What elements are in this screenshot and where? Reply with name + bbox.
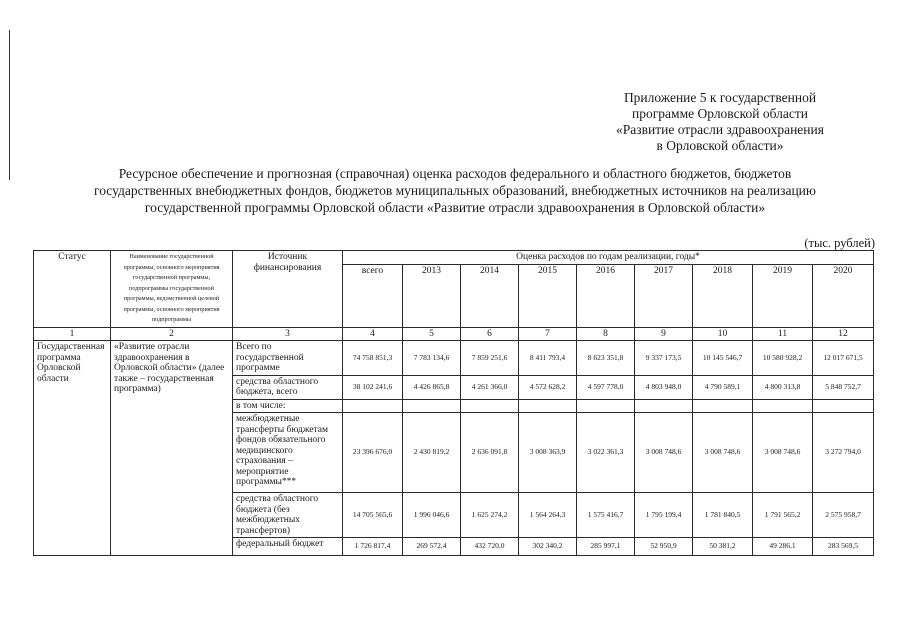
header-name: Наименование государственной программы, основного мероприятия государственной программы, подпрограммы государственной программы, ведомственной целевой программы, основного мероприятия подпрограммы — [111, 251, 233, 328]
value-cell: 283 569,5 — [813, 538, 874, 556]
column-number: 6 — [461, 327, 519, 341]
value-cell: 2 575 958,7 — [813, 493, 874, 538]
column-number-row — [34, 327, 874, 341]
value-cell: 4 261 366,0 — [461, 375, 519, 399]
header-year: 2014 — [461, 265, 519, 327]
document-title — [40, 165, 870, 216]
value-cell: 2 430 819,2 — [403, 413, 461, 493]
value-cell: 8 623 351,8 — [577, 341, 635, 376]
value-cell: 1 625 274,2 — [461, 493, 519, 538]
value-cell — [693, 399, 753, 413]
value-cell: 302 340,2 — [519, 538, 577, 556]
value-cell: 1 791 565,2 — [753, 493, 813, 538]
table-row — [34, 341, 874, 376]
header-status: Статус — [34, 251, 111, 328]
value-cell: 1 726 817,4 — [343, 538, 403, 556]
value-cell: 8 411 793,4 — [519, 341, 577, 376]
value-cell: 4 426 865,8 — [403, 375, 461, 399]
column-number: 5 — [403, 327, 461, 341]
appendix-note — [600, 90, 840, 154]
value-cell: 49 286,1 — [753, 538, 813, 556]
value-cell: 10 580 928,2 — [753, 341, 813, 376]
title-line: государственных внебюджетных фондов, бюджетов муниципальных образований, внебюджетных источников на реализацию — [94, 183, 816, 198]
column-number: 11 — [753, 327, 813, 341]
value-cell: 74 758 851,3 — [343, 341, 403, 376]
appendix-line: в Орловской области» — [656, 138, 784, 153]
value-cell: 23 396 676,0 — [343, 413, 403, 493]
column-number: 1 — [34, 327, 111, 341]
status-cell: Государственная программа Орловской области — [34, 341, 111, 556]
value-cell — [403, 399, 461, 413]
source-cell: федеральный бюджет — [233, 538, 343, 556]
value-cell: 38 102 241,6 — [343, 375, 403, 399]
program-name-cell: «Развитие отрасли здравоохранения в Орловской области» (далее также – государственная программа) — [111, 341, 233, 556]
value-cell: 4 803 948,0 — [635, 375, 693, 399]
value-cell — [519, 399, 577, 413]
value-cell: 7 783 134,6 — [403, 341, 461, 376]
value-cell — [635, 399, 693, 413]
column-number: 9 — [635, 327, 693, 341]
value-cell: 4 597 778,0 — [577, 375, 635, 399]
header-year: 2016 — [577, 265, 635, 327]
header-source: Источник финансирования — [233, 251, 343, 328]
title-line: государственной программы Орловской области «Развитие отрасли здравоохранения в Орловской области» — [144, 200, 766, 215]
value-cell — [577, 399, 635, 413]
value-cell: 3 022 361,3 — [577, 413, 635, 493]
value-cell: 4 572 628,2 — [519, 375, 577, 399]
source-cell: средства областного бюджета (без межбюджетных трансфертов) — [233, 493, 343, 538]
value-cell: 1 996 046,6 — [403, 493, 461, 538]
title-line: Ресурсное обеспечение и прогнозная (справочная) оценка расходов федерального и областного бюджетов, бюджетов — [118, 166, 792, 181]
appendix-line: программе Орловской области — [632, 106, 808, 121]
value-cell: 4 800 313,8 — [753, 375, 813, 399]
column-number: 4 — [343, 327, 403, 341]
value-cell: 5 848 752,7 — [813, 375, 874, 399]
column-number: 3 — [233, 327, 343, 341]
value-cell — [343, 399, 403, 413]
value-cell — [461, 399, 519, 413]
value-cell: 3 008 363,9 — [519, 413, 577, 493]
value-cell: 3 008 748,6 — [635, 413, 693, 493]
header-year: 2019 — [753, 265, 813, 327]
column-number: 2 — [111, 327, 233, 341]
appendix-line: Приложение 5 к государственной — [623, 90, 817, 105]
value-cell: 1 795 199,4 — [635, 493, 693, 538]
header-row — [34, 251, 874, 265]
value-cell: 9 337 173,5 — [635, 341, 693, 376]
value-cell — [813, 399, 874, 413]
value-cell: 4 790 589,1 — [693, 375, 753, 399]
source-cell: средства областного бюджета, всего — [233, 375, 343, 399]
value-cell: 269 572,4 — [403, 538, 461, 556]
margin-line — [9, 30, 10, 180]
appendix-line: «Развитие отрасли здравоохранения — [616, 122, 824, 137]
header-year: 2017 — [635, 265, 693, 327]
value-cell: 285 997,1 — [577, 538, 635, 556]
value-cell: 7 859 251,6 — [461, 341, 519, 376]
value-cell: 12 017 671,5 — [813, 341, 874, 376]
value-cell: 50 381,2 — [693, 538, 753, 556]
header-year: 2015 — [519, 265, 577, 327]
value-cell: 2 636 091,8 — [461, 413, 519, 493]
column-number: 12 — [813, 327, 874, 341]
value-cell: 3 008 748,6 — [693, 413, 753, 493]
header-year: 2013 — [403, 265, 461, 327]
source-cell: межбюджетные трансферты бюджетам фондов обязательного медицинского страхования – мероприятие программы*** — [233, 413, 343, 493]
value-cell: 3 008 748,6 — [753, 413, 813, 493]
value-cell: 1 575 416,7 — [577, 493, 635, 538]
header-year: 2018 — [693, 265, 753, 327]
column-number: 7 — [519, 327, 577, 341]
value-cell: 14 705 565,6 — [343, 493, 403, 538]
header-estimate: Оценка расходов по годам реализации, годы* — [343, 251, 874, 265]
value-cell: 52 950,9 — [635, 538, 693, 556]
header-year: 2020 — [813, 265, 874, 327]
value-cell: 432 720,0 — [461, 538, 519, 556]
value-cell — [753, 399, 813, 413]
source-cell: в том числе: — [233, 399, 343, 413]
source-cell: Всего по государственной программе — [233, 341, 343, 376]
units-label: (тыс. рублей) — [804, 236, 875, 250]
header-year: всего — [343, 265, 403, 327]
value-cell: 1 781 840,5 — [693, 493, 753, 538]
resource-table — [33, 250, 874, 556]
column-number: 10 — [693, 327, 753, 341]
value-cell: 10 145 546,7 — [693, 341, 753, 376]
value-cell: 1 564 264,3 — [519, 493, 577, 538]
value-cell: 3 272 794,0 — [813, 413, 874, 493]
column-number: 8 — [577, 327, 635, 341]
